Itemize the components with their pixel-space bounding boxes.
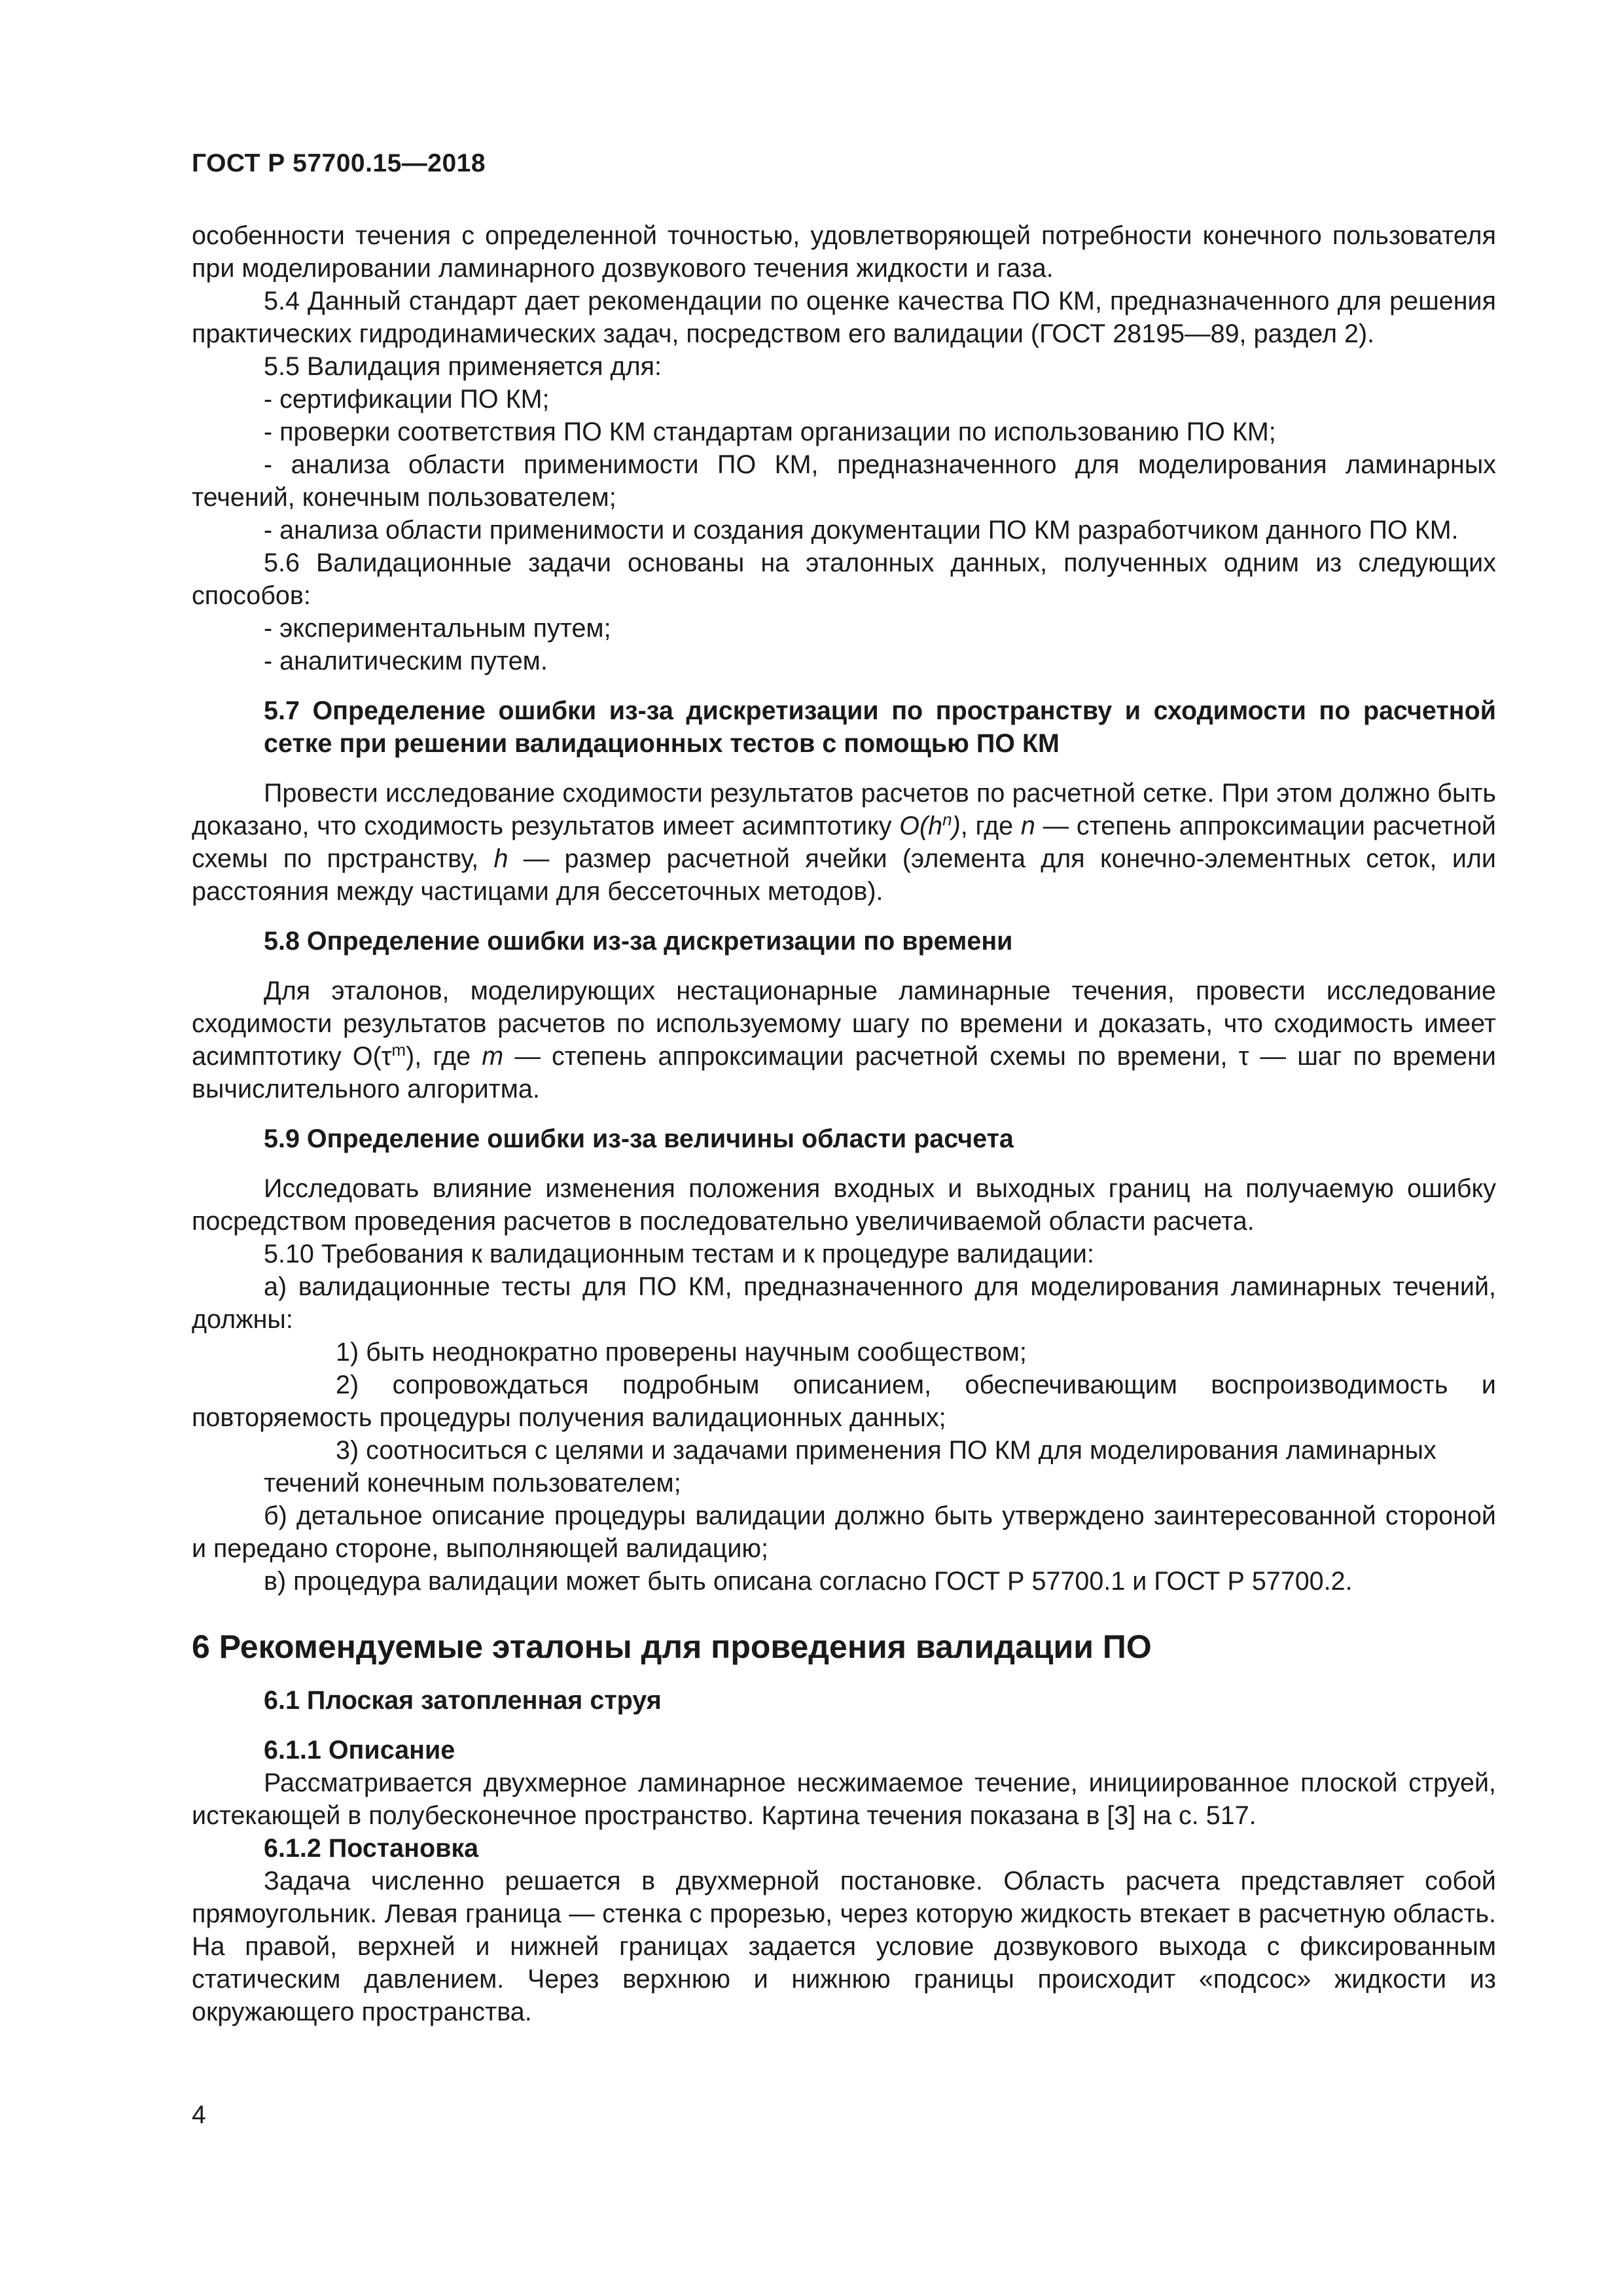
list-item-5-5-c: - анализа области применимости ПО КМ, предназначенного для моделирования ламинарных течений, конечным пользователем;	[192, 450, 1496, 512]
section-heading-6-1-2: 6.1.2 Постановка	[264, 1834, 479, 1863]
section-heading-5-7: 5.7 Определение ошибки из-за дискретизации по пространству и сходимости по расчетной сетке при решении валидационных тестов с помощью ПО КМ	[264, 696, 1496, 758]
section-heading-5-8: 5.8 Определение ошибки из-за дискретизации по времени	[264, 927, 1013, 956]
paragraph-5-4: 5.4 Данный стандарт дает рекомендации по оценке качества ПО КМ, предназначенного для решения практических гидродинамических задач, посредством его валидации (ГОСТ 28195—89, раздел 2).	[192, 287, 1496, 348]
paragraph-6-1-1: Рассматривается двухмерное ламинарное несжимаемое течение, инициированное плоской струей, истекающей в полубесконечное пространство. Картина течения показана в [3] на с. 517.	[192, 1768, 1496, 1830]
paragraph-5-6: 5.6 Валидационные задачи основаны на эталонных данных, полученных одним из следующих способов:	[192, 548, 1496, 610]
list-item-5-10-a-1: 1) быть неоднократно проверены научным сообществом;	[336, 1338, 1027, 1367]
variable-m: m	[482, 1042, 504, 1071]
formula-exponent: n	[942, 809, 952, 829]
list-item-5-6-a: - экспериментальным путем;	[264, 614, 611, 643]
paragraph-5-7	[192, 777, 1496, 908]
text-run: — размер расчетной ячейки (элемента для конечно-элементных сеток, или расстояния между частицами для бессеточных методов).	[192, 844, 1496, 906]
text-run: — степень аппроксимации расчетной схемы по времени, τ — шаг по времени вычислительного алгоритма.	[192, 1042, 1496, 1103]
section-heading-6-1-1: 6.1.1 Описание	[264, 1736, 455, 1765]
text-run: — степень аппроксимации расчетной схемы по прстранству,	[192, 812, 1496, 873]
section-heading-6: 6 Рекомендуемые эталоны для проведения валидации ПО	[192, 1628, 1152, 1665]
list-item-5-10-a-3: 3) соотноситься с целями и задачами применения ПО КМ для моделирования ламинарных	[336, 1436, 1436, 1465]
text-run: Для эталонов, моделирующих нестационарные ламинарные течения, провести исследование сходимости результатов расчетов по используемому шагу по времени и доказать, что сходимость имеет асимптотику O(τ	[192, 977, 1496, 1071]
list-item-5-10-a-2: 2) сопровождаться подробным описанием, обеспечивающим воспроизводимость и повторяемость процедуры получения валидационных данных;	[192, 1371, 1496, 1432]
text-run: , где	[960, 812, 1021, 840]
list-item-5-5-d: - анализа области применимости и создания документации ПО КМ разработчиком данного ПО КМ.	[264, 516, 1459, 545]
list-item-5-10-a: а) валидационные тесты для ПО КМ, предназначенного для моделирования ламинарных течений, должны:	[192, 1272, 1496, 1334]
document-body	[192, 219, 1496, 2028]
variable-h: h	[493, 844, 508, 873]
paragraph-intro: особенности течения с определенной точностью, удовлетворяющей потребности конечного пользователя при моделировании ламинарного дозвукового течения жидкости и газа.	[192, 221, 1496, 283]
paragraph-5-9: Исследовать влияние изменения положения входных и выходных границ на получаемую ошибку посредством проведения расчетов в последовательно увеличиваемой области расчета.	[192, 1174, 1496, 1236]
list-item-5-5-b: - проверки соответствия ПО КМ стандартам организации по использованию ПО КМ;	[264, 418, 1276, 446]
text-run: ), где	[406, 1042, 482, 1071]
text-run: Провести исследование сходимости результатов расчетов по расчетной сетке. При этом должно быть доказано, что сходимость результатов имеет асимптотику	[192, 779, 1496, 840]
list-item-5-10-c: в) процедура валидации может быть описана согласно ГОСТ Р 57700.1 и ГОСТ Р 57700.2.	[264, 1567, 1353, 1596]
list-item-5-10-a-3-cont: течений конечным пользователем;	[264, 1469, 681, 1498]
formula-base: O(h	[899, 812, 943, 840]
list-item-5-10-b: б) детальное описание процедуры валидации должно быть утверждено заинтересованной стороной и передано стороне, выполняющей валидацию;	[192, 1501, 1496, 1563]
paragraph-5-8	[192, 975, 1496, 1105]
paragraph-5-10: 5.10 Требования к валидационным тестам и к процедуре валидации:	[264, 1240, 1094, 1268]
paragraph-6-1-2: Задача численно решается в двухмерной постановке. Область расчета представляет собой прямоугольник. Левая граница — стенка с прорезью, через которую жидкость втекает в расчетную область. На правой, верхней и нижней границах задается условие дозвукового выхода с фиксированным статическим давлением. Через верхнюю и нижнюю границы происходит «подсос» жидкости из окружающего пространства.	[192, 1867, 1496, 2026]
formula-exponent: m	[391, 1039, 406, 1060]
variable-n: n	[1020, 812, 1035, 840]
list-item-5-5-a: - сертификации ПО КМ;	[264, 385, 550, 414]
page-number: 4	[192, 2101, 206, 2129]
formula-close: )	[952, 812, 961, 840]
formula-o-h	[899, 809, 961, 840]
list-item-5-6-b: - аналитическим путем.	[264, 647, 548, 675]
section-heading-5-9: 5.9 Определение ошибки из-за величины области расчета	[264, 1124, 1014, 1153]
document-header: ГОСТ Р 57700.15—2018	[192, 149, 486, 177]
paragraph-5-5: 5.5 Валидация применяется для:	[264, 352, 662, 381]
section-heading-6-1: 6.1 Плоская затопленная струя	[264, 1686, 662, 1715]
